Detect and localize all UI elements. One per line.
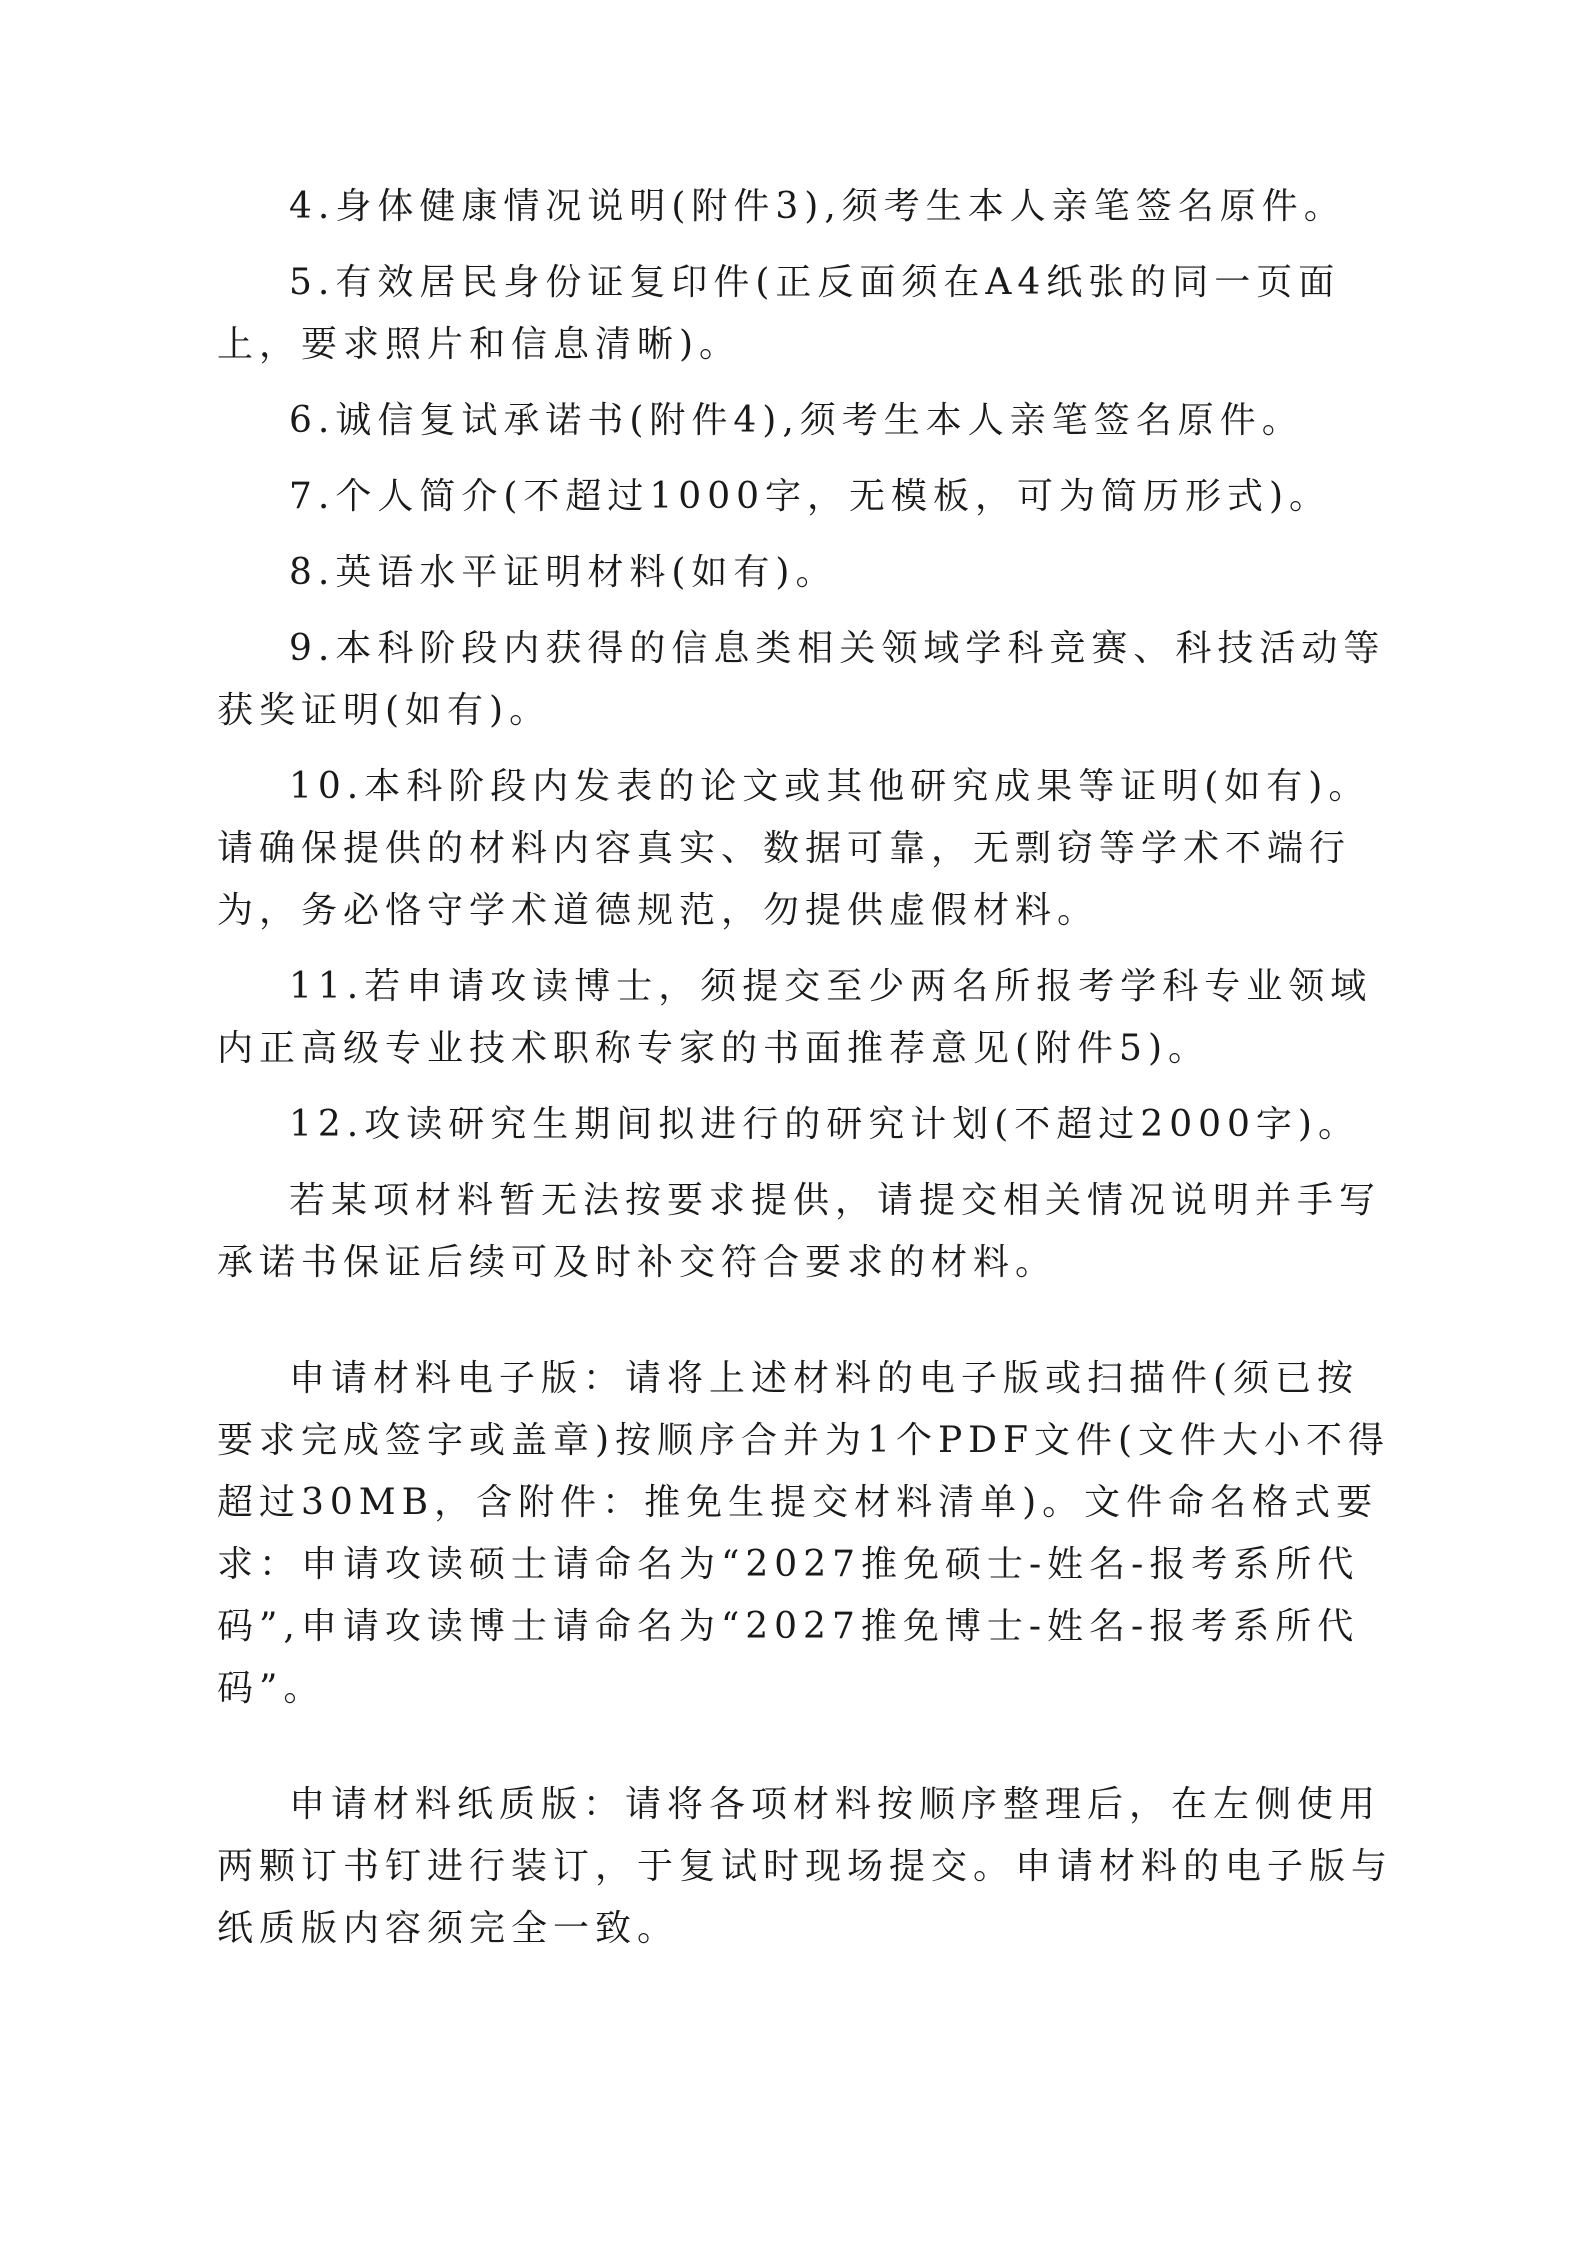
missing-materials-note: 若某项材料暂无法按要求提供，请提交相关情况说明并手写承诺书保证后续可及时补交符合要求的材料。 xyxy=(217,1180,1382,1283)
item-5-id-card-copy: 5.有效居民身份证复印件(正反面须在A4纸张的同一页面上，要求照片和信息清晰)。 xyxy=(217,262,1341,365)
paper-version-instructions: 申请材料纸质版：请将各项材料按顺序整理后，在左侧使用两颗订书钉进行装订，于复试时现场提交。申请材料的电子版与纸质版内容须完全一致。 xyxy=(217,1784,1394,1949)
item-10-research-output: 10.本科阶段内发表的论文或其他研究成果等证明(如有)。请确保提供的材料内容真实、数据可靠，无剽窃等学术不端行为，务必恪守学术道德规范，勿提供虚假材料。 xyxy=(217,766,1371,931)
item-6-integrity-pledge: 6.诚信复试承诺书(附件4),须考生本人亲笔签名原件。 xyxy=(289,400,1304,441)
item-9-competition-awards: 9.本科阶段内获得的信息类相关领域学科竞赛、科技活动等获奖证明(如有)。 xyxy=(217,628,1386,731)
item-4-health-statement: 4.身体健康情况说明(附件3),须考生本人亲笔签名原件。 xyxy=(289,186,1346,227)
item-7-personal-profile: 7.个人简介(不超过1000字，无模板，可为简历形式)。 xyxy=(289,476,1332,517)
item-12-research-plan: 12.攻读研究生期间拟进行的研究计划(不超过2000字)。 xyxy=(289,1104,1360,1145)
electronic-version-instructions: 申请材料电子版：请将上述材料的电子版或扫描件(须已按要求完成签字或盖章)按顺序合并为1个PDF文件(文件大小不得超过30MB，含附件：推免生提交材料清单)。文件命名格式要求：申请攻读硕士请命名为“2027推免硕士-姓名-报考系所代码”,申请攻读博士请命名为“2027推免博士-姓名-报考系所代码”。 xyxy=(217,1358,1391,1709)
item-11-recommendation-letters: 11.若申请攻读博士，须提交至少两名所报考学科专业领域内正高级专业技术职称专家的书面推荐意见(附件5)。 xyxy=(217,966,1373,1069)
item-8-english-proof: 8.英语水平证明材料(如有)。 xyxy=(289,552,838,593)
document-page xyxy=(217,176,1400,1974)
